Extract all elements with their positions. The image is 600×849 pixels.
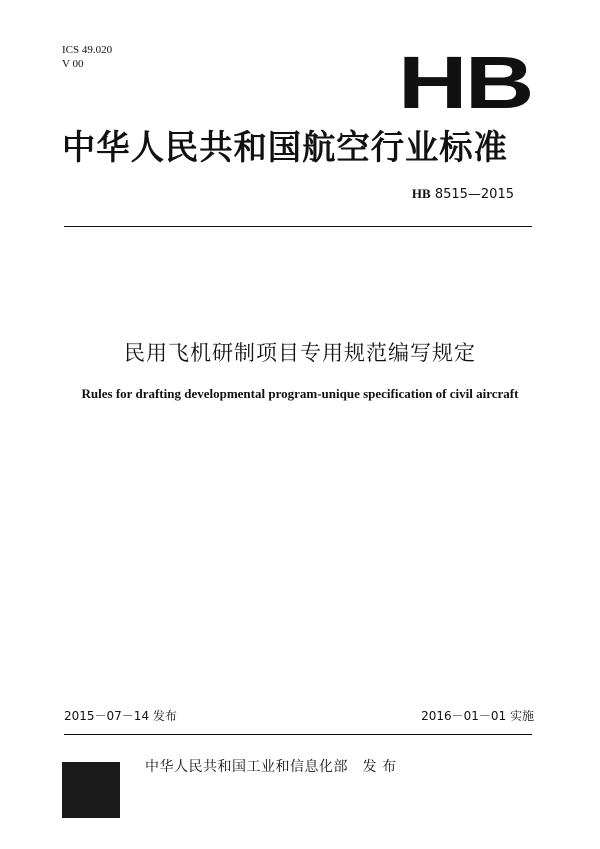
header-divider [64, 226, 532, 227]
footer-divider [64, 734, 532, 735]
ccs-code: V 00 [62, 58, 84, 70]
standard-prefix: HB [411, 186, 431, 201]
effective-date: 2016－01－01 实施 [421, 709, 534, 723]
standard-code: 8515—2015 [434, 187, 514, 202]
standard-number [412, 186, 514, 203]
hb-logo: HB [398, 41, 532, 124]
publish-date: 2015－07－14 发布 [64, 709, 177, 723]
issuer-emblem-block [62, 762, 120, 818]
issuer: 中华人民共和国工业和信息化部 发 布 [145, 759, 397, 775]
ics-code: ICS 49.020 [62, 44, 113, 56]
title-english: Rules for drafting developmental program-unique specification of civil aircraft [81, 386, 519, 401]
title-chinese: 民用飞机研制项目专用规范编写规定 [124, 341, 476, 365]
organization-title: 中华人民共和国航空行业标准 [62, 128, 508, 168]
